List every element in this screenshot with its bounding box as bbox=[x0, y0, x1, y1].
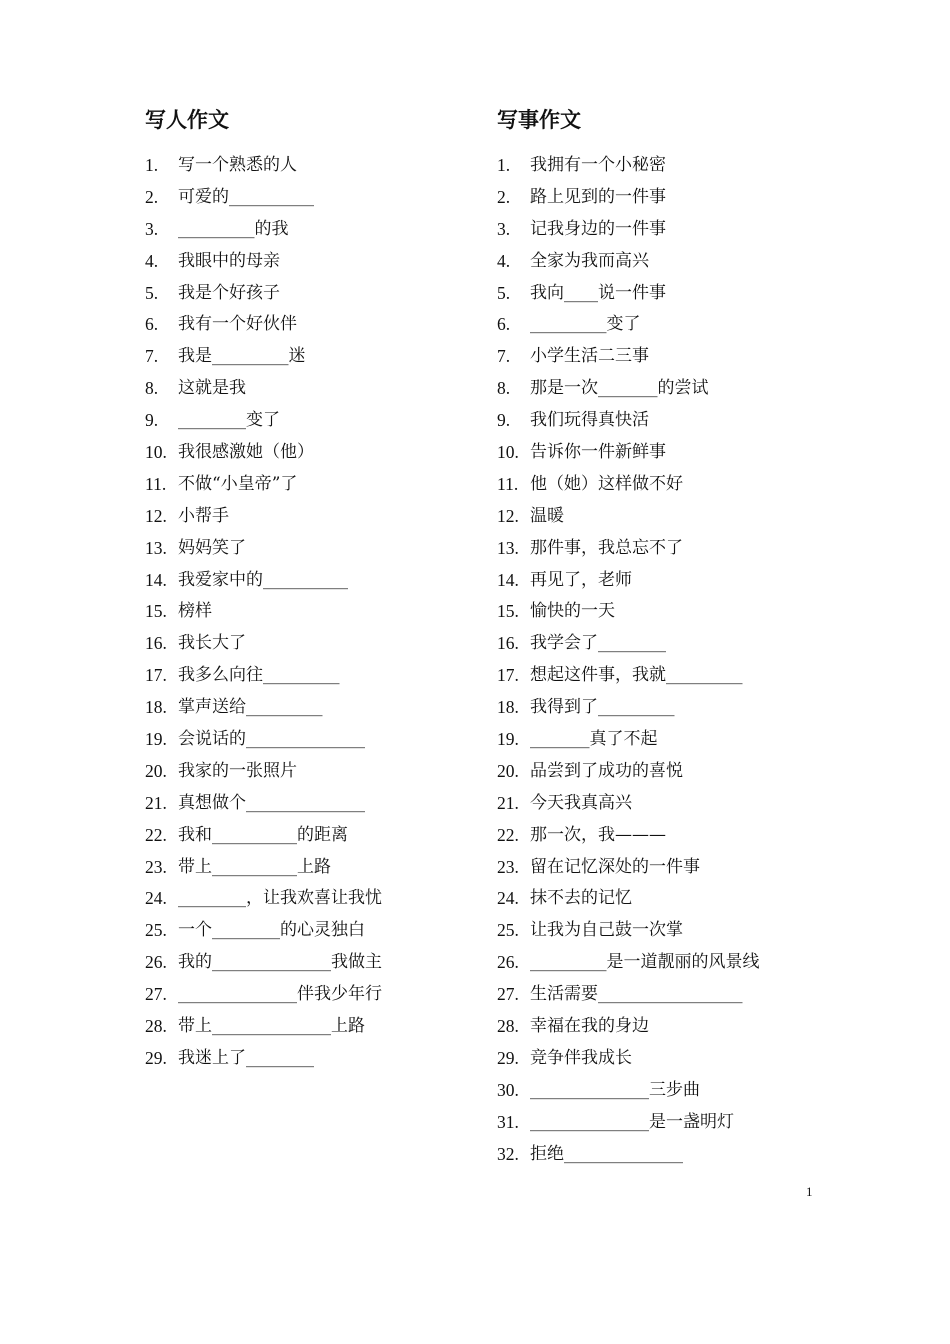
item-text: 让我为自己鼓一次掌 bbox=[530, 920, 683, 941]
list-item bbox=[497, 660, 827, 692]
item-number: 7. bbox=[145, 346, 159, 367]
item-number: 27. bbox=[497, 984, 519, 1005]
list-item bbox=[497, 469, 827, 501]
item-text: 路上见到的一件事 bbox=[530, 186, 666, 207]
item-number: 28. bbox=[145, 1016, 167, 1037]
list-item bbox=[145, 820, 475, 852]
item-number: 18. bbox=[497, 697, 519, 718]
item-text: 我和__________的距离 bbox=[178, 824, 348, 845]
item-text: 我得到了_________ bbox=[530, 697, 675, 718]
item-number: 12. bbox=[145, 505, 167, 526]
item-number: 5. bbox=[145, 282, 159, 303]
list-item bbox=[497, 309, 827, 341]
item-text: 我爱家中的__________ bbox=[178, 569, 348, 590]
item-text: 带上__________上路 bbox=[178, 856, 331, 877]
item-text: _________是一道靓丽的风景线 bbox=[530, 952, 760, 973]
item-text: 我向____说一件事 bbox=[530, 282, 666, 303]
list-item bbox=[145, 565, 475, 597]
item-text: 会说话的______________ bbox=[178, 729, 365, 750]
item-number: 15. bbox=[497, 601, 519, 622]
list-item bbox=[497, 628, 827, 660]
item-number: 4. bbox=[145, 250, 159, 271]
list-item bbox=[497, 246, 827, 278]
item-number: 22. bbox=[497, 824, 519, 845]
item-text: 我学会了________ bbox=[530, 633, 666, 654]
list-item bbox=[145, 501, 475, 533]
item-number: 18. bbox=[145, 697, 167, 718]
list-item bbox=[145, 214, 475, 246]
list-item bbox=[145, 947, 475, 979]
item-text: 我们玩得真快活 bbox=[530, 410, 649, 431]
item-number: 16. bbox=[497, 633, 519, 654]
list-item bbox=[497, 947, 827, 979]
item-text: ________变了 bbox=[178, 410, 280, 431]
list-item bbox=[497, 341, 827, 373]
list-item bbox=[497, 437, 827, 469]
item-number: 20. bbox=[145, 760, 167, 781]
item-number: 17. bbox=[145, 665, 167, 686]
list-item bbox=[497, 405, 827, 437]
left-topic-list bbox=[145, 150, 475, 1075]
list-item bbox=[145, 373, 475, 405]
item-number: 17. bbox=[497, 665, 519, 686]
item-number: 29. bbox=[145, 1047, 167, 1068]
item-number: 31. bbox=[497, 1111, 519, 1132]
item-text: 妈妈笑了 bbox=[178, 537, 246, 558]
right-column-event-essays bbox=[497, 104, 827, 1171]
left-column-portrait-essays bbox=[145, 104, 475, 1075]
item-text: 我多么向往_________ bbox=[178, 665, 340, 686]
item-text: 那一次，我——— bbox=[530, 824, 666, 845]
item-number: 9. bbox=[497, 410, 511, 431]
item-text: 全家为我而高兴 bbox=[530, 250, 649, 271]
item-text: 我是个好孩子 bbox=[178, 282, 280, 303]
item-text: 记我身边的一件事 bbox=[530, 218, 666, 239]
item-number: 11. bbox=[145, 473, 167, 494]
item-number: 11. bbox=[497, 473, 519, 494]
item-text: 我是_________迷 bbox=[178, 346, 306, 367]
list-item bbox=[145, 692, 475, 724]
list-item bbox=[497, 692, 827, 724]
item-text: 掌声送给_________ bbox=[178, 697, 323, 718]
list-item bbox=[497, 852, 827, 884]
list-item bbox=[145, 788, 475, 820]
item-text: 我很感激她（他） bbox=[178, 442, 314, 463]
item-text: 小学生活二三事 bbox=[530, 346, 649, 367]
list-item bbox=[497, 533, 827, 565]
item-text: 生活需要_________________ bbox=[530, 984, 743, 1005]
item-number: 21. bbox=[497, 792, 519, 813]
page-number: 1 bbox=[806, 1184, 813, 1199]
item-number: 22. bbox=[145, 824, 167, 845]
list-item bbox=[145, 533, 475, 565]
item-text: ________，让我欢喜让我忧 bbox=[178, 888, 382, 909]
item-number: 2. bbox=[145, 186, 159, 207]
item-text: 再见了，老师 bbox=[530, 569, 632, 590]
item-text: 告诉你一件新鲜事 bbox=[530, 442, 666, 463]
item-text: 不做“小皇帝”了 bbox=[178, 473, 298, 494]
list-item bbox=[145, 628, 475, 660]
item-text: 带上______________上路 bbox=[178, 1016, 365, 1037]
item-number: 26. bbox=[145, 952, 167, 973]
item-text: 我眼中的母亲 bbox=[178, 250, 280, 271]
item-text: 品尝到了成功的喜悦 bbox=[530, 760, 683, 781]
list-item bbox=[497, 724, 827, 756]
item-number: 27. bbox=[145, 984, 167, 1005]
list-item bbox=[497, 565, 827, 597]
list-item bbox=[145, 469, 475, 501]
list-item bbox=[145, 596, 475, 628]
item-number: 13. bbox=[145, 537, 167, 558]
list-item bbox=[145, 852, 475, 884]
list-item bbox=[145, 437, 475, 469]
list-item bbox=[497, 501, 827, 533]
item-text: _______真了不起 bbox=[530, 729, 658, 750]
item-number: 10. bbox=[145, 442, 167, 463]
list-item bbox=[497, 1075, 827, 1107]
list-item bbox=[145, 724, 475, 756]
list-item bbox=[145, 341, 475, 373]
list-item bbox=[497, 1139, 827, 1171]
item-text: 我拥有一个小秘密 bbox=[530, 155, 666, 175]
item-number: 10. bbox=[497, 442, 519, 463]
item-text: 温暖 bbox=[530, 505, 564, 526]
list-item bbox=[497, 915, 827, 947]
list-item bbox=[145, 150, 475, 182]
item-number: 9. bbox=[145, 410, 159, 431]
list-item bbox=[145, 756, 475, 788]
list-item bbox=[497, 883, 827, 915]
list-item bbox=[145, 278, 475, 310]
item-text: 幸福在我的身边 bbox=[530, 1016, 649, 1037]
item-number: 6. bbox=[145, 314, 159, 335]
item-text: 那件事，我总忘不了 bbox=[530, 537, 683, 558]
item-text: 可爱的__________ bbox=[178, 186, 314, 207]
right-column-heading: 写事作文 bbox=[497, 108, 581, 132]
item-text: 真想做个______________ bbox=[178, 792, 365, 813]
list-item bbox=[497, 979, 827, 1011]
list-item bbox=[497, 1107, 827, 1139]
item-number: 24. bbox=[145, 888, 167, 909]
item-text: ______________伴我少年行 bbox=[178, 984, 382, 1005]
item-text: 他（她）这样做不好 bbox=[530, 473, 683, 494]
item-text: 拒绝______________ bbox=[530, 1143, 683, 1164]
item-text: _________变了 bbox=[530, 314, 641, 335]
list-item bbox=[145, 660, 475, 692]
item-number: 3. bbox=[145, 218, 159, 239]
item-number: 12. bbox=[497, 505, 519, 526]
list-item bbox=[497, 1043, 827, 1075]
item-number: 1. bbox=[145, 155, 159, 175]
item-number: 25. bbox=[145, 920, 167, 941]
item-number: 26. bbox=[497, 952, 519, 973]
item-number: 16. bbox=[145, 633, 167, 654]
item-number: 4. bbox=[497, 250, 511, 271]
item-text: 小帮手 bbox=[178, 505, 229, 526]
list-item bbox=[145, 246, 475, 278]
list-item bbox=[145, 182, 475, 214]
item-number: 7. bbox=[497, 346, 511, 367]
list-item bbox=[497, 820, 827, 852]
item-text: 留在记忆深处的一件事 bbox=[530, 856, 700, 877]
item-text: ______________是一盏明灯 bbox=[530, 1111, 734, 1132]
item-text: 我有一个好伙伴 bbox=[178, 314, 297, 335]
item-number: 14. bbox=[497, 569, 519, 590]
item-number: 28. bbox=[497, 1016, 519, 1037]
item-text: 那是一次_______的尝试 bbox=[530, 378, 709, 399]
item-number: 13. bbox=[497, 537, 519, 558]
item-number: 21. bbox=[145, 792, 167, 813]
item-text: 榜样 bbox=[178, 601, 212, 622]
item-text: _________的我 bbox=[178, 218, 289, 239]
item-number: 3. bbox=[497, 218, 511, 239]
item-number: 1. bbox=[497, 155, 511, 175]
item-number: 30. bbox=[497, 1079, 519, 1100]
item-text: 我的______________我做主 bbox=[178, 952, 382, 973]
list-item bbox=[145, 1011, 475, 1043]
item-text: 愉快的一天 bbox=[530, 601, 615, 622]
list-item bbox=[497, 756, 827, 788]
item-number: 25. bbox=[497, 920, 519, 941]
item-number: 8. bbox=[497, 378, 511, 399]
list-item bbox=[497, 150, 827, 182]
item-text: 这就是我 bbox=[178, 378, 246, 399]
item-number: 32. bbox=[497, 1143, 519, 1164]
item-number: 23. bbox=[497, 856, 519, 877]
list-item bbox=[497, 788, 827, 820]
item-number: 15. bbox=[145, 601, 167, 622]
item-text: ______________三步曲 bbox=[530, 1079, 700, 1100]
item-text: 我家的一张照片 bbox=[178, 760, 297, 781]
item-text: 想起这件事，我就_________ bbox=[530, 665, 743, 686]
item-number: 8. bbox=[145, 378, 159, 399]
left-column-heading: 写人作文 bbox=[145, 108, 229, 132]
item-number: 24. bbox=[497, 888, 519, 909]
list-item bbox=[497, 596, 827, 628]
item-text: 今天我真高兴 bbox=[530, 792, 632, 813]
list-item bbox=[497, 214, 827, 246]
item-number: 19. bbox=[497, 729, 519, 750]
item-number: 14. bbox=[145, 569, 167, 590]
list-item bbox=[497, 373, 827, 405]
list-item bbox=[145, 979, 475, 1011]
item-number: 20. bbox=[497, 760, 519, 781]
item-text: 抹不去的记忆 bbox=[530, 888, 632, 909]
item-number: 19. bbox=[145, 729, 167, 750]
item-number: 2. bbox=[497, 186, 511, 207]
item-text: 一个________的心灵独白 bbox=[178, 920, 365, 941]
list-item bbox=[145, 405, 475, 437]
list-item bbox=[145, 309, 475, 341]
list-item bbox=[497, 278, 827, 310]
item-text: 写一个熟悉的人 bbox=[178, 155, 297, 175]
item-text: 我迷上了________ bbox=[178, 1047, 314, 1068]
item-number: 23. bbox=[145, 856, 167, 877]
list-item bbox=[497, 1011, 827, 1043]
item-number: 29. bbox=[497, 1047, 519, 1068]
list-item bbox=[145, 883, 475, 915]
item-number: 5. bbox=[497, 282, 511, 303]
list-item bbox=[145, 915, 475, 947]
list-item bbox=[497, 182, 827, 214]
right-topic-list bbox=[497, 150, 827, 1171]
item-text: 竞争伴我成长 bbox=[530, 1047, 632, 1068]
item-text: 我长大了 bbox=[178, 633, 246, 654]
list-item bbox=[145, 1043, 475, 1075]
item-number: 6. bbox=[497, 314, 511, 335]
